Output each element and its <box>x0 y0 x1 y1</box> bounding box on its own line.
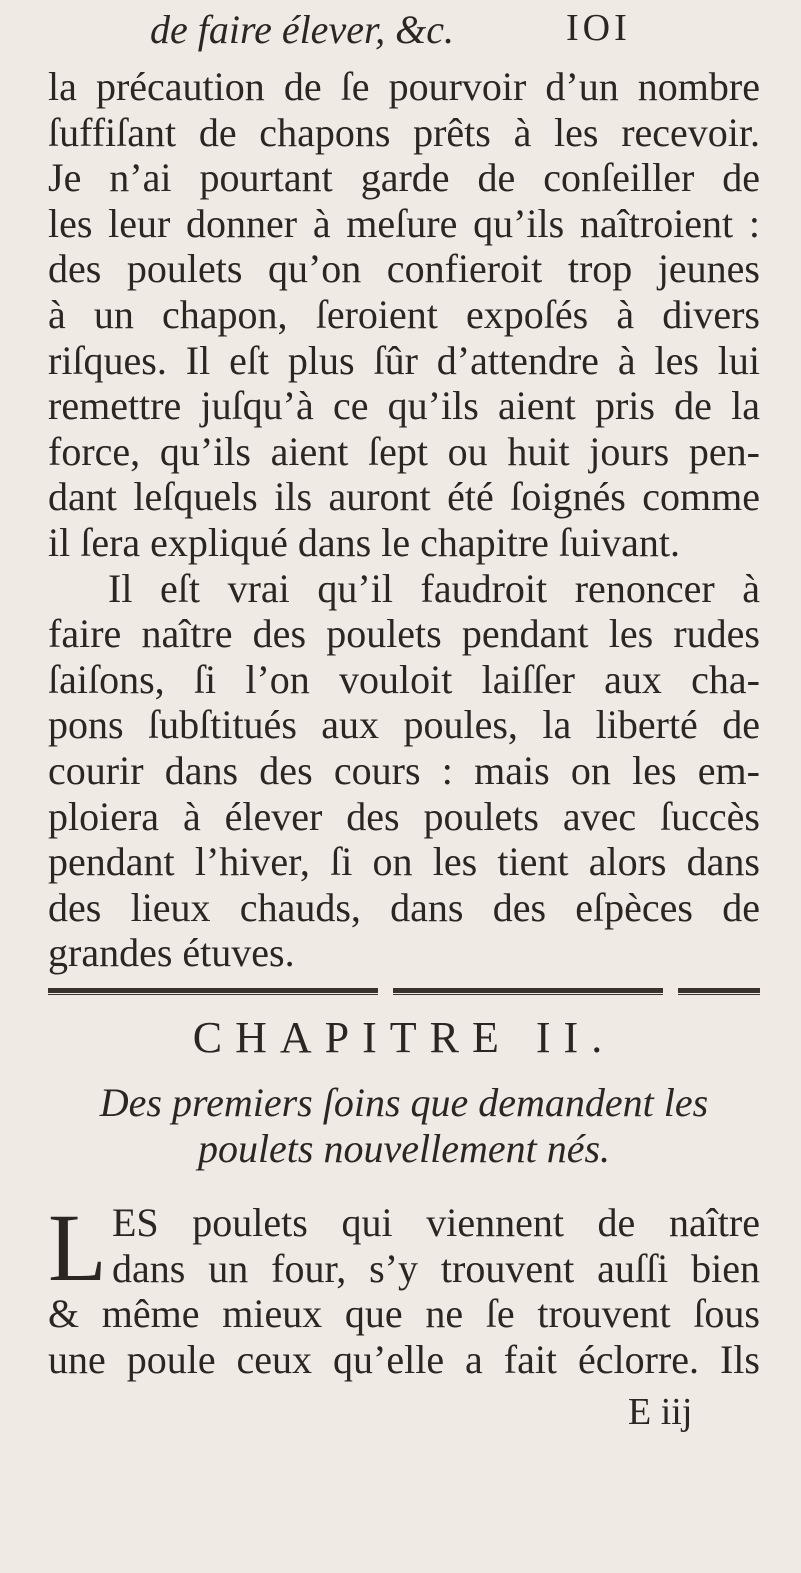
text-line: force, qu’ils aient ſept ou huit jours pen- <box>48 428 760 474</box>
subtitle-line: poulets nouvellement nés. <box>197 1125 611 1171</box>
running-title: de faire élever, &c. <box>150 7 454 52</box>
chapter-subtitle <box>48 1080 760 1171</box>
rule-segment <box>48 994 378 995</box>
text-line: la précaution de ſe pourvoir d’un nombre <box>48 64 760 109</box>
text-line: pons ſubſtitués aux poules, la liberté de <box>48 702 760 748</box>
subtitle-line: Des premiers ſoins que demandent les <box>99 1080 709 1125</box>
rule-segment <box>393 988 663 993</box>
text-line: pendant l’hiver, ſi on les tient alors dans <box>48 839 760 885</box>
text-line: grandes étuves. <box>48 930 295 976</box>
text-line: des lieux chauds, dans des eſpèces de <box>48 884 760 930</box>
text-line: ſaiſons, ſi l’on vouloit laiſſer aux cha- <box>48 656 760 702</box>
rule-segment <box>678 994 760 995</box>
text-line: faire naître des poulets pendant les rudes <box>48 611 760 657</box>
text-line: & même mieux que ne ſe trouvent ſous <box>48 1291 760 1337</box>
text-line: riſques. Il eſt plus ſûr d’attendre à les lui <box>48 337 760 383</box>
text-line: ploiera à élever des poulets avec ſuccès <box>48 793 760 839</box>
chapter-paragraph <box>48 1194 760 1382</box>
text-line: il ſera expliqué dans le chapitre ſuivant. <box>48 519 680 565</box>
text-line: les leur donner à meſure qu’ils naîtroient : <box>48 200 760 246</box>
drop-cap: L <box>48 1194 107 1301</box>
rule-segment <box>678 988 760 993</box>
ornamental-rule <box>48 985 760 999</box>
text-line: une poule ceux qu’elle a fait éclorre. Ils <box>48 1336 760 1382</box>
body-text <box>48 64 760 976</box>
text-line: dant leſquels ils auront été ſoignés comme <box>48 474 760 520</box>
text-line: dans un four, s’y trouvent auſſi bien <box>112 1245 760 1291</box>
text-line: Je n’ai pourtant garde de conſeiller de <box>48 155 760 201</box>
page-number: IOI <box>566 7 631 49</box>
text-line: ES poulets qui viennent de naître <box>112 1200 760 1245</box>
text-line: courir dans des cours : mais on les em- <box>48 747 760 793</box>
text-line: remettre juſqu’à ce qu’ils aient pris de la <box>48 383 760 429</box>
rule-segment <box>393 994 663 995</box>
text-line: des poulets qu’on confieroit trop jeunes <box>48 246 760 292</box>
text-line: Il eſt vrai qu’il faudroit renoncer à <box>108 565 760 611</box>
text-line: à un chapon, ſeroient expoſés à divers <box>48 291 760 337</box>
chapter-heading: CHAPITRE II. <box>192 1013 616 1062</box>
rule-segment <box>48 988 378 993</box>
signature-mark: E iij <box>628 1391 693 1433</box>
text-line: ſuffiſant de chapons prêts à les recevoir. <box>48 109 760 155</box>
running-header <box>150 6 650 56</box>
